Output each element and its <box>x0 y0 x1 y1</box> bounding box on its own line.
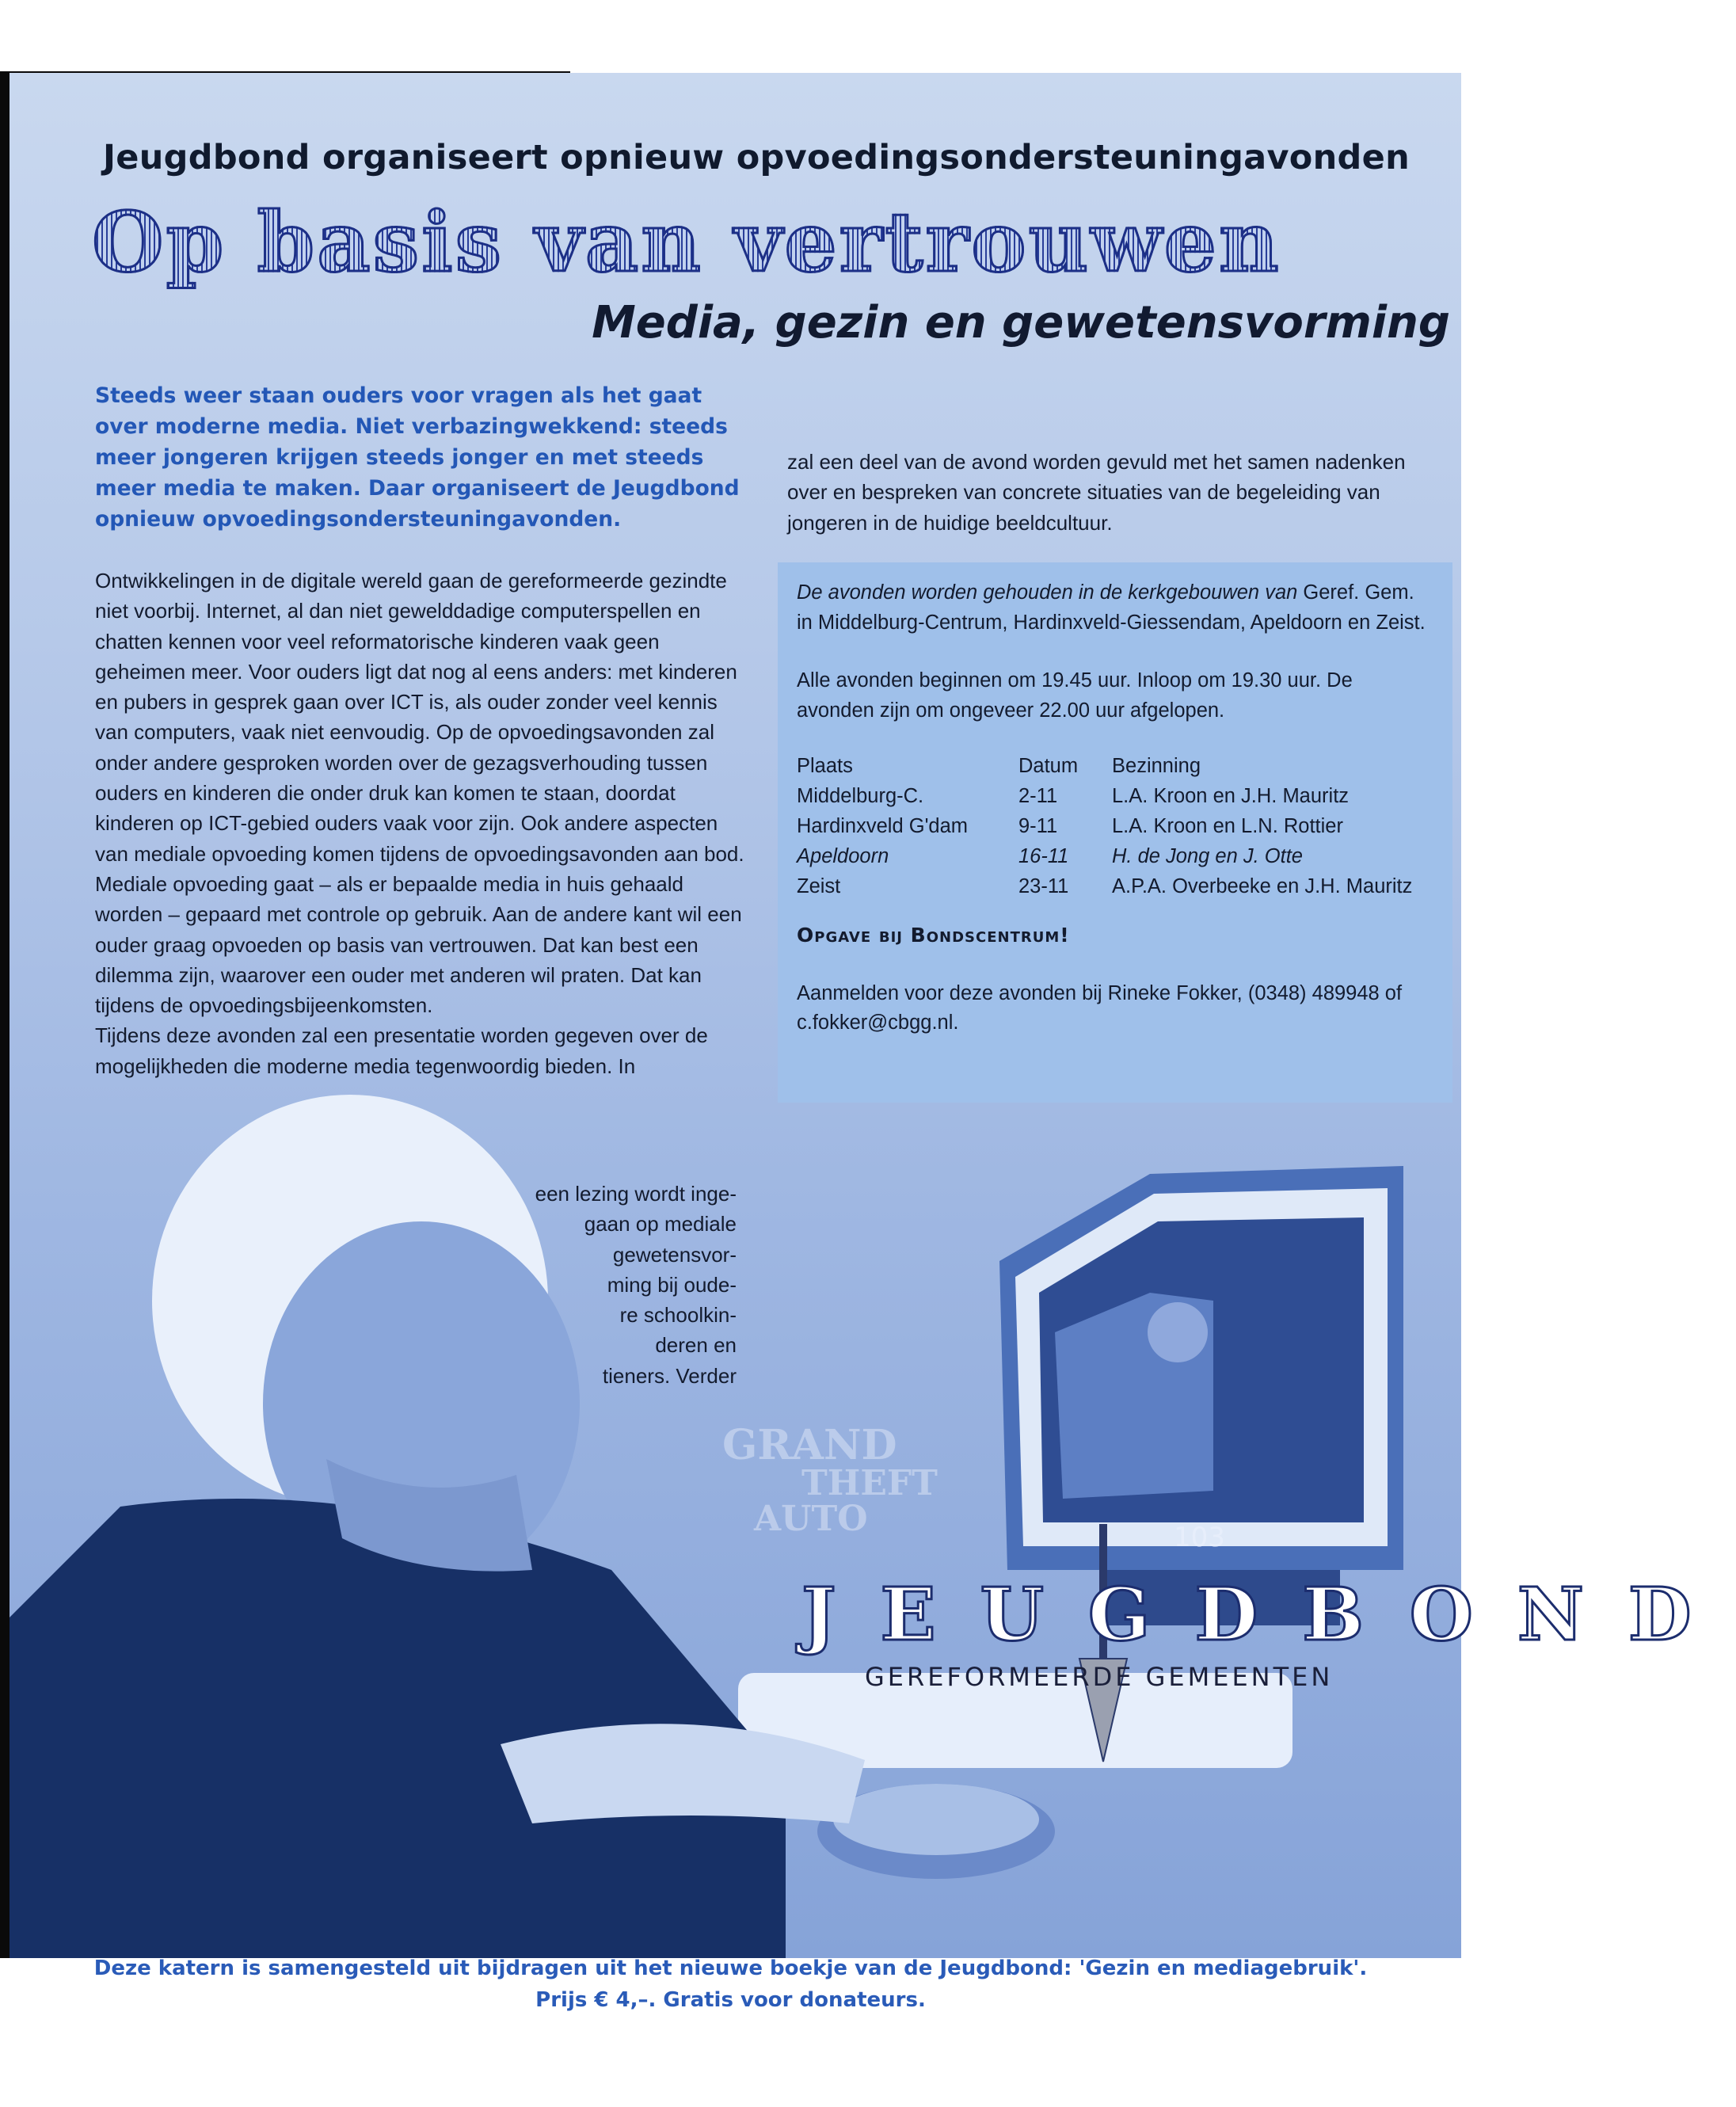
venue-rest: Geref. Gem. in Middelburg-Centrum, Hardinxveld-Giessendam, Apeldoorn en Zeist. <box>797 581 1426 634</box>
tail-line: deren en <box>655 1333 737 1358</box>
venue-text <box>797 578 1433 638</box>
screen-text-grand: GRAND <box>722 1421 897 1469</box>
article-page <box>10 73 1736 1958</box>
footer-line-2: Prijs € 4,–. Gratis voor donateurs. <box>535 1988 926 2012</box>
table-row <box>797 871 1412 901</box>
jeugdbond-logo <box>794 1572 1736 1762</box>
header-plaats: Plaats <box>797 754 853 777</box>
body-paragraph-1: Ontwikkelingen in de digitale wereld gaan de gereformeerde gezindte niet voorbij. Internet, al dan niet gewelddadige computerspellen en chatten kennen voor veel reformatorische kinderen vaak geen geheimen meer. Voor ouders ligt dat nog al eens anders: met kinderen en pubers in gesprek gaan over ICT is, als ouder zonder veel kennis van computers, vaak niet eenvoudig. Op de opvoedingsavonden zal onder andere gesproken worden over de gezagsverhouding tussen ouders en kinderen die onder druk kan komen te staan, doordat kinderen op ICT-gebied ouders vaak voor zijn. Ook andere aspecten van mediale opvoeding komen tijdens de opvoedingsavonden aan bod. <box>95 569 744 866</box>
cell-bezinning: A.P.A. Overbeeke en J.H. Mauritz <box>1112 874 1413 897</box>
cell-bezinning: H. de Jong en J. Otte <box>1112 844 1303 867</box>
article-body <box>95 566 752 1081</box>
info-box <box>778 562 1452 1103</box>
footer-note <box>0 1953 1461 2016</box>
opgave-heading: Opgave bij Bondscentrum! <box>797 924 1070 947</box>
header-bezinning: Bezinning <box>1112 754 1201 777</box>
tail-line: re schoolkin- <box>619 1303 737 1328</box>
cell-plaats: Zeist <box>797 874 841 897</box>
cell-datum: 2-11 <box>1018 784 1058 807</box>
signup-text: Aanmelden voor deze avonden bij Rineke Fokker, (0348) 489948 of c.fokker@cbgg.nl. <box>797 981 1403 1034</box>
cell-datum: 9-11 <box>1018 814 1058 837</box>
table-row <box>797 781 1412 811</box>
boy-illustration <box>10 1095 865 1958</box>
left-border <box>0 73 10 1958</box>
body-paragraph-2: Mediale opvoeding gaat – als er bepaalde media in huis gehaald worden – gepaard met controle op gebruik. Aan de andere kant wil een ouder graag opvoeden op basis van vertrouwen. Dat kan best een dilemma zijn, waarover een ouder met anderen wil praten. Dat kan tijdens de opvoedingsbijeenkomsten. <box>95 871 742 1018</box>
logo-word: JEUGDBOND <box>801 1572 1736 1657</box>
cell-plaats: Apeldoorn <box>797 844 889 867</box>
kicker-title: Jeugdbond organiseert opnieuw opvoedingsondersteuningavonden <box>103 138 1410 177</box>
footer-line-1: Deze katern is samengesteld uit bijdragen uit het nieuwe boekje van de Jeugdbond: 'Gezin en mediagebruik'. <box>93 1956 1368 1980</box>
headline: Op basis van vertrouwen <box>92 193 1281 291</box>
cell-datum: 16-11 <box>1018 844 1069 867</box>
tail-line: gaan op mediale <box>584 1212 737 1236</box>
venue-lead: De avonden worden gehouden in de kerkgebouwen van <box>797 581 1298 604</box>
tail-line: ming bij oude- <box>607 1272 737 1297</box>
cell-datum: 23-11 <box>1018 874 1069 897</box>
column-2-paragraph: zal een deel van de avond worden gevuld met het samen nadenken over en bespreken van concrete situaties van de begeleiding van jongeren in de huidige beeldcultuur. <box>787 450 1406 535</box>
tail-line: tieners. Verder <box>602 1363 737 1388</box>
body-paragraph-3: Tijdens deze avonden zal een presentatie worden gegeven over de mogelijkheden die moderne media tegenwoordig bieden. In <box>95 1023 708 1078</box>
times-text: Alle avonden beginnen om 19.45 uur. Inloop om 19.30 uur. De avonden zijn om ongeveer 22.00 uur afgelopen. <box>797 669 1353 722</box>
body-tail <box>535 1179 737 1391</box>
logo-subtitle: GEREFORMEERDE GEMEENTEN <box>865 1662 1334 1692</box>
screen-text-auto: AUTO <box>754 1499 868 1539</box>
tail-line: gewetensvor- <box>612 1242 737 1267</box>
cell-bezinning: L.A. Kroon en J.H. Mauritz <box>1112 784 1350 807</box>
screen-text-number: 103 <box>1174 1522 1225 1553</box>
subtitle: Media, gezin en gewetensvorming <box>592 297 1450 349</box>
table-row <box>797 811 1412 841</box>
screen-text-theft: THEFT <box>801 1463 938 1503</box>
intro-paragraph: Steeds weer staan ouders voor vragen als het gaat over moderne media. Niet verbazingwekkend: steeds meer jongeren krijgen steeds jonger en met steeds meer media te maken. Daar organiseert de Jeugdbond opnieuw opvoedingsondersteuningavonden. <box>95 383 740 532</box>
schedule-table <box>797 751 1412 901</box>
cell-plaats: Middelburg-C. <box>797 784 924 807</box>
tail-line: een lezing wordt inge- <box>535 1182 737 1206</box>
table-header-row <box>797 751 1412 781</box>
table-row <box>797 841 1412 871</box>
cell-plaats: Hardinxveld G'dam <box>797 814 969 837</box>
header-datum: Datum <box>1018 754 1079 777</box>
cell-bezinning: L.A. Kroon en L.N. Rottier <box>1112 814 1343 837</box>
